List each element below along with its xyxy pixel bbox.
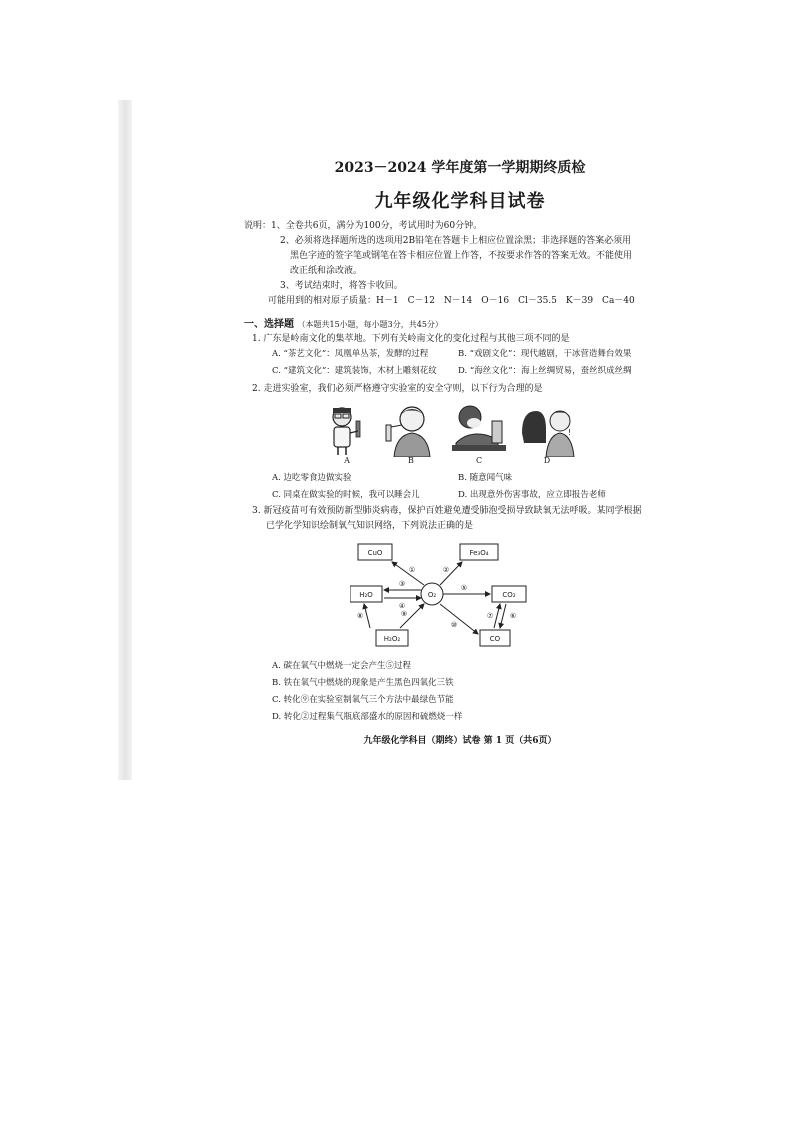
step-9-label: ⑨ <box>400 610 408 618</box>
q3-option-c: C. 转化⑨在实验室制氧气三个方法中最绿色节能 <box>272 695 454 705</box>
node-h2o-label: H₂O <box>359 591 373 599</box>
q2-option-c: C. 同桌在做实验的时候，我可以睡会儿 <box>272 490 420 500</box>
lab-figure-b-image <box>380 403 442 457</box>
q3-stem-line-2: 已学化学知识绘制氧气知识网络，下列说法正确的是 <box>266 521 474 531</box>
exam-term-title: 2023－2024 学年度第一学期期终质检 <box>334 160 586 176</box>
lab-figure-d-image <box>516 403 578 457</box>
instruction-line-4: 改正纸和涂改液。 <box>290 266 363 276</box>
lab-figure-c-image <box>448 403 510 457</box>
step-10-label: ⑩ <box>450 621 458 629</box>
q1-option-d: D. “海丝文化”：海上丝绸贸易，蚕丝织成丝绸 <box>458 366 632 376</box>
instruction-line-2: 2、必须将选择题所选的选项用2B铅笔在答题卡上相应位置涂黑；非选择题的答案必须用 <box>280 236 632 246</box>
q3-stem-line-1: 3. 新冠疫苗可有效预防新型肺炎病毒，保护百姓避免遭受肺泡受损导致缺氧无法呼吸。某同学根据 <box>252 506 642 516</box>
q3-option-b: B. 铁在氧气中燃烧的现象是产生黑色四氧化三铁 <box>272 678 454 688</box>
step-8-label: ⑧ <box>356 612 364 620</box>
node-co2-label: CO₂ <box>502 591 516 599</box>
node-o2-label: O₂ <box>427 591 437 599</box>
instruction-line-1: 说明：1、全卷共6页，满分为100分，考试用时为60分钟。 <box>244 221 483 231</box>
lab-figure-a-label: A <box>344 456 350 465</box>
q2-option-d: D. 出现意外伤害事故，应立即报告老师 <box>458 490 606 500</box>
instruction-line-3: 黑色字迹的签字笔或钢笔在答卡相应位置上作答，不按要求作答的答案无效。不能使用 <box>290 251 633 261</box>
lab-figure-b-label: B <box>408 456 414 465</box>
q1-option-c: C. “建筑文化”：建筑装饰，木材上雕刻花纹 <box>272 366 437 376</box>
section-title: 一、选择题 <box>244 319 294 330</box>
arrow-7 <box>494 604 500 628</box>
node-cuo-label: CuO <box>367 549 383 557</box>
atomic-masses: 可能用到的相对原子质量：H－1 C－12 N－14 O－16 Cl－35.5 K－39 Ca－40 <box>268 296 635 306</box>
q2-option-a: A. 边吃零食边做实验 <box>272 473 352 483</box>
exam-page <box>240 150 680 750</box>
step-4-label: ④ <box>398 602 406 610</box>
lab-figure-d-label: D <box>543 456 551 465</box>
q2-option-b: B. 随意闻气味 <box>458 473 513 483</box>
arrow-8 <box>364 604 370 628</box>
scan-shadow <box>118 100 132 780</box>
page-footer: 九年级化学科目（期终）试卷 第 1 页（共6页） <box>363 736 557 746</box>
step-5-label: ⑤ <box>460 584 468 592</box>
q1-option-b: B. “戏剧文化”：现代越剧，干冰营造舞台效果 <box>458 349 632 359</box>
step-7-label: ⑦ <box>486 612 494 620</box>
q3-option-a: A. 碳在氧气中燃烧一定会产生⑤过程 <box>272 661 412 671</box>
step-3-label: ③ <box>398 580 406 588</box>
q3-option-d: D. 转化②过程集气瓶底部盛水的原因和硫燃烧一样 <box>272 712 463 722</box>
section-heading <box>244 315 443 330</box>
lab-figure-c-label: C <box>475 456 483 465</box>
step-6-label: ⑥ <box>509 612 517 620</box>
arrow-6 <box>500 604 506 628</box>
oxygen-network-diagram <box>350 540 540 660</box>
q1-option-a: A. “茶艺文化”：凤凰单丛茶，发酵的过程 <box>272 349 429 359</box>
node-h2o2-label: H₂O₂ <box>383 635 401 643</box>
section-note: （本题共15小题，每小题3分，共45分） <box>297 320 443 329</box>
node-co-label: CO <box>489 635 501 643</box>
q1-stem: 1. 广东是岭南文化的集萃地。下列有关岭南文化的变化过程与其他三项不同的是 <box>252 334 570 344</box>
exam-subject-title: 九年级化学科目试卷 <box>374 191 546 212</box>
q2-stem: 2. 走进实验室，我们必须严格遵守实验室的安全守则，以下行为合理的是 <box>252 384 543 394</box>
lab-figure-a-image <box>316 403 378 457</box>
instruction-line-5: 3、考试结束时，将答卡收回。 <box>280 281 403 291</box>
step-1-label: ① <box>408 566 416 574</box>
arrow-10 <box>440 604 478 634</box>
svg-text:!: ! <box>568 428 572 437</box>
step-2-label: ② <box>442 566 450 574</box>
node-fe3o4-label: Fe₃O₄ <box>469 549 489 557</box>
